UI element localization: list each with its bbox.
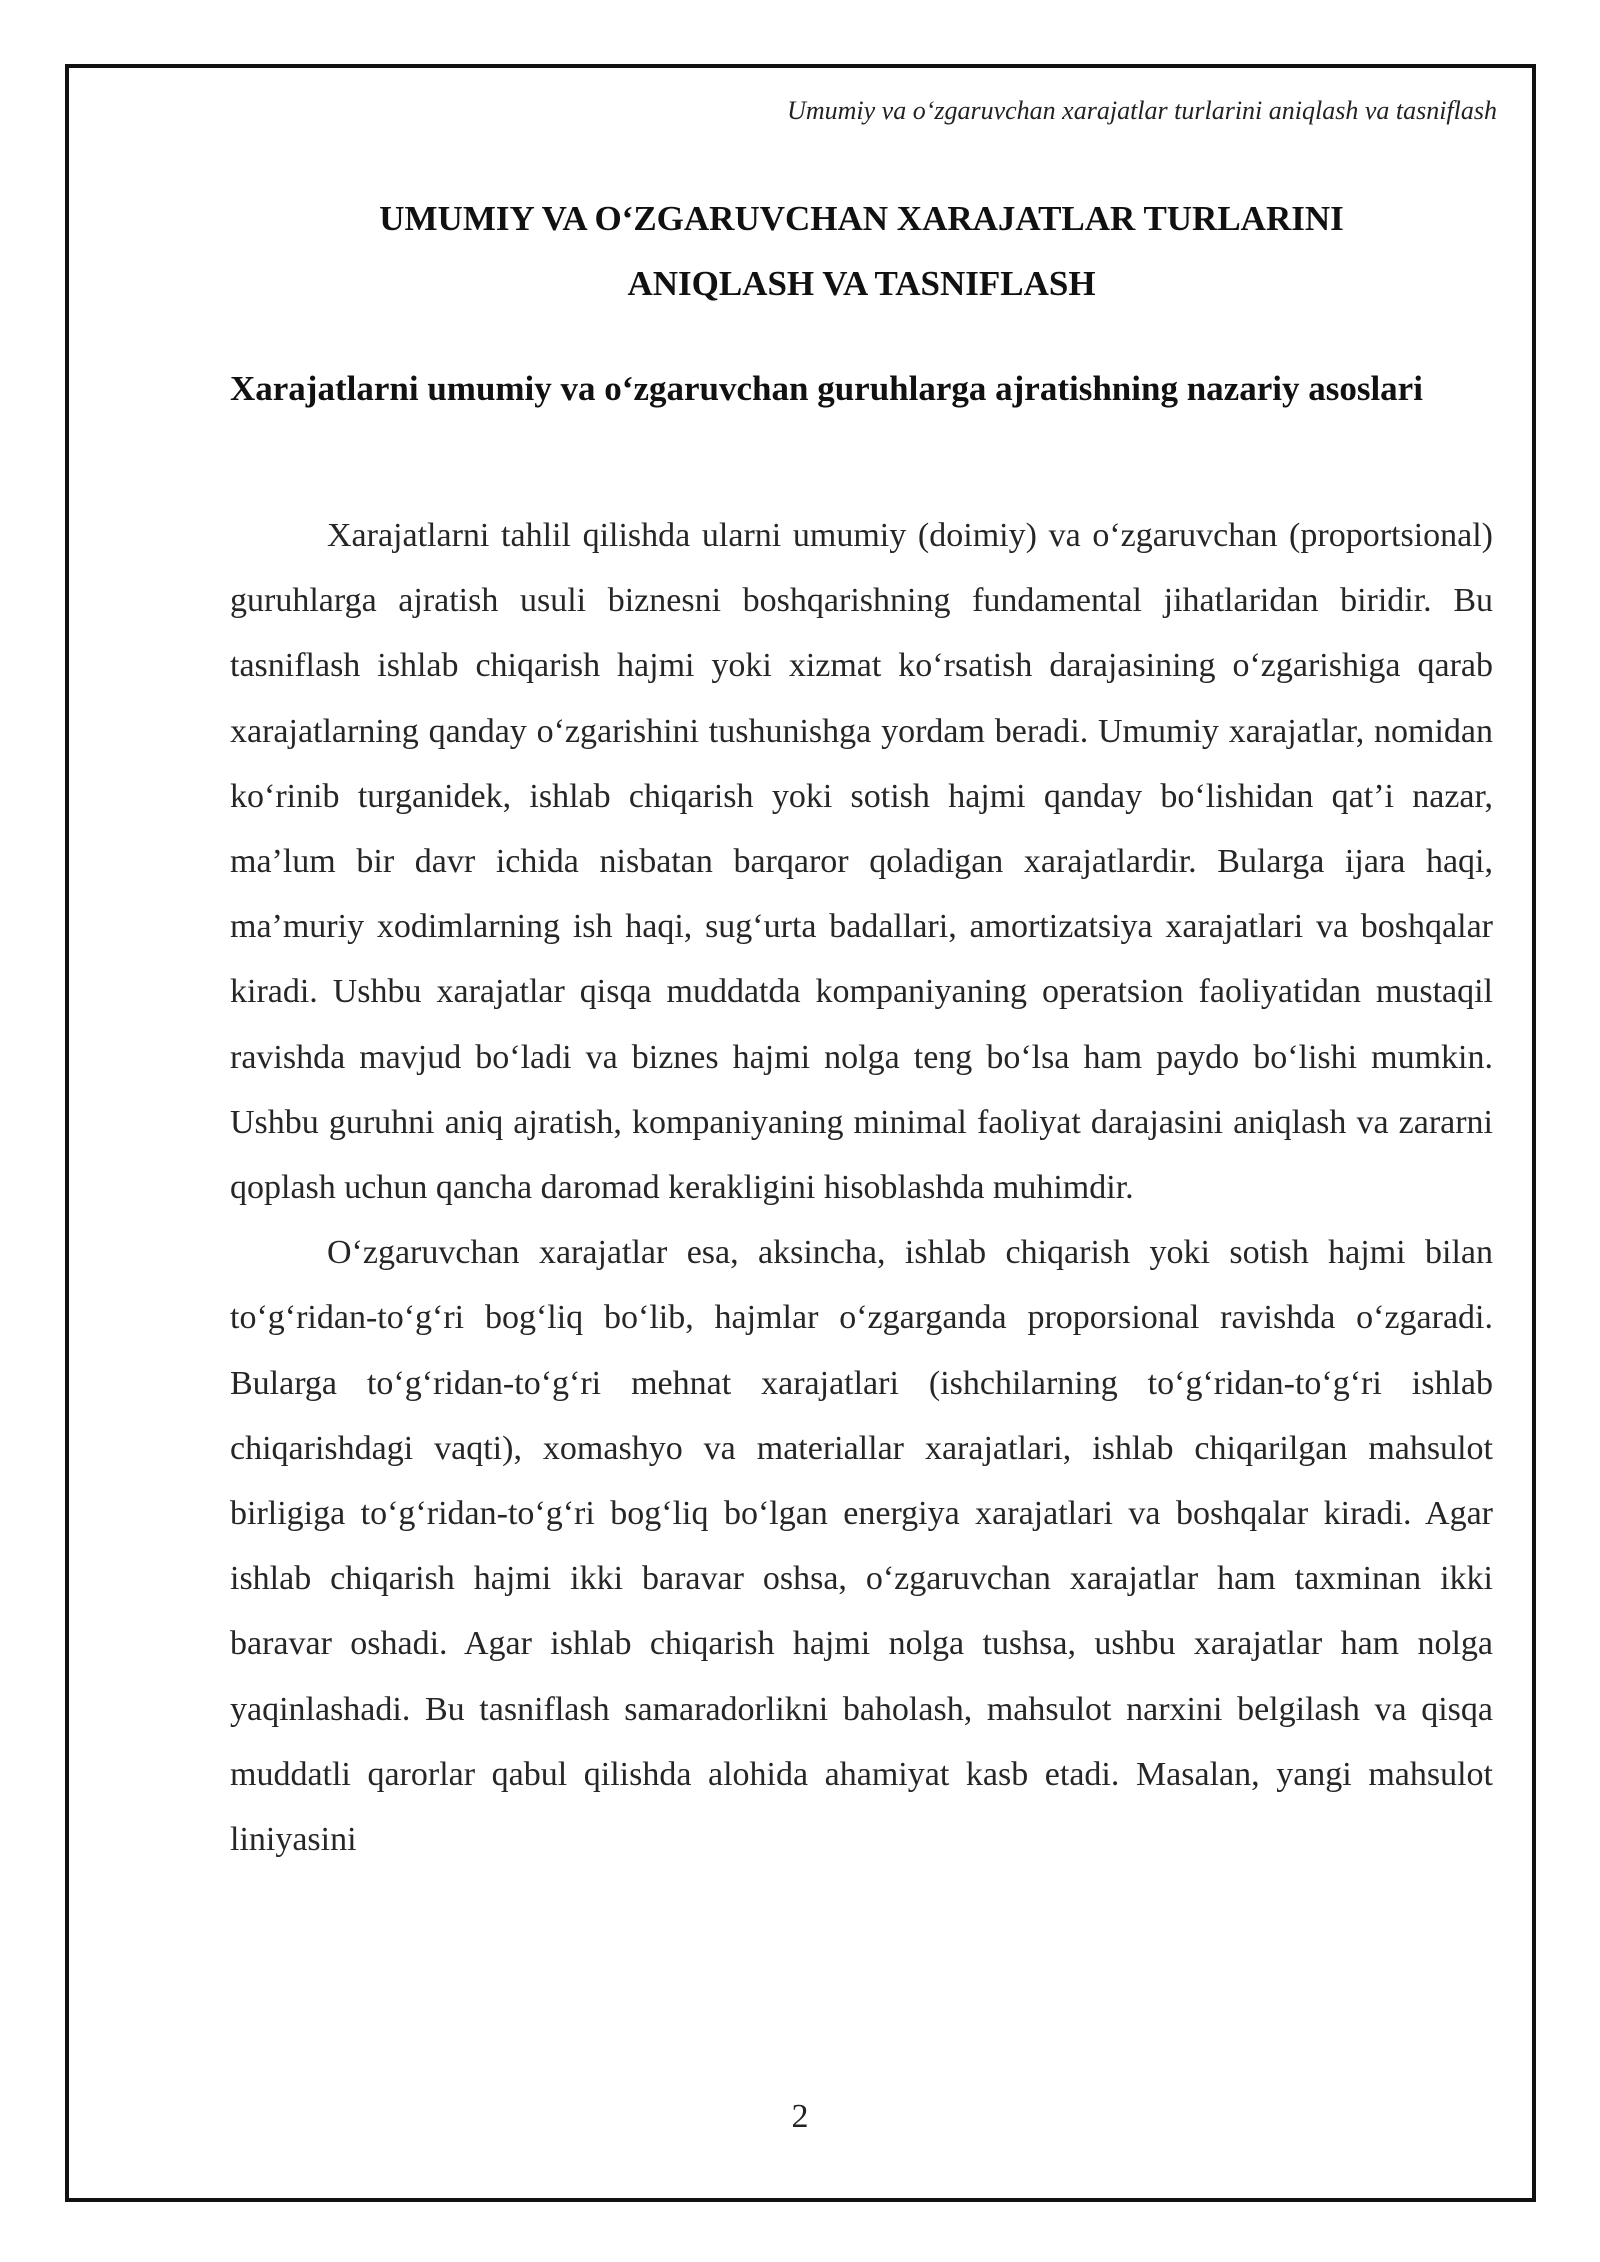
section-heading: Xarajatlarni umumiy va o‘zgaruvchan guruhlarga ajratishning nazariy asoslari xyxy=(230,369,1423,408)
document-title-line-2: ANIQLASH VA TASNIFLASH xyxy=(627,264,1096,303)
document-title xyxy=(230,186,1493,316)
document-title-line-1: UMUMIY VA O‘ZGARUVCHAN XARAJATLAR TURLARINI xyxy=(379,199,1344,238)
paragraph: O‘zgaruvchan xarajatlar esa, aksincha, ishlab chiqarish yoki sotish hajmi bilan to‘g‘ridan-to‘g‘ri bog‘liq bo‘lib, hajmlar o‘zgarganda proporsional ravishda o‘zgaradi. Bularga to‘g‘ridan-to‘g‘ri mehnat xarajatlari (ishchilarning to‘g‘ridan-to‘g‘ri ishlab chiqarishdagi vaqti), xomashyo va materiallar xarajatlari, ishlab chiqarilgan mahsulot birligiga to‘g‘ridan-to‘g‘ri bog‘liq bo‘lgan energiya xarajatlari va boshqalar kiradi. Agar ishlab chiqarish hajmi ikki baravar oshsa, o‘zgaruvchan xarajatlar ham taxminan ikki baravar oshadi. Agar ishlab chiqarish hajmi nolga tushsa, ushbu xarajatlar ham nolga yaqinlashadi. Bu tasniflash samaradorlikni baholash, mahsulot narxini belgilash va qisqa muddatli qarorlar qabul qilishda alohida ahamiyat kasb etadi. Masalan, yangi mahsulot liniyasini xyxy=(230,1234,1493,1859)
paragraph: Xarajatlarni tahlil qilishda ularni umumiy (doimiy) va o‘zgaruvchan (proportsional) guruhlarga ajratish usuli biznesni boshqarishning fundamental jihatlaridan biridir. Bu tasniflash ishlab chiqarish hajmi yoki xizmat ko‘rsatish darajasining o‘zgarishiga qarab xarajatlarning qanday o‘zgarishini tushunishga yordam beradi. Umumiy xarajatlar, nomidan ko‘rinib turganidek, ishlab chiqarish yoki sotish hajmi qanday bo‘lishidan qat’i nazar, ma’lum bir davr ichida nisbatan barqaror qoladigan xarajatlardir. Bularga ijara haqi, ma’muriy xodimlarning ish haqi, sug‘urta badallari, amortizatsiya xarajatlari va boshqalar kiradi. Ushbu xarajatlar qisqa muddatda kompaniyaning operatsion faoliyatidan mustaqil ravishda mavjud bo‘ladi va biznes hajmi nolga teng bo‘lsa ham paydo bo‘lishi mumkin. Ushbu guruhni aniq ajratish, kompaniyaning minimal faoliyat darajasini aniqlash va zararni qoplash uchun qancha daromad kerakligini hisoblashda muhimdir. xyxy=(230,517,1493,1207)
page-number: 2 xyxy=(791,2098,809,2135)
running-header: Umumiy va o‘zgaruvchan xarajatlar turlarini aniqlash va tasniflash xyxy=(787,96,1497,125)
body-text xyxy=(230,503,1493,1872)
